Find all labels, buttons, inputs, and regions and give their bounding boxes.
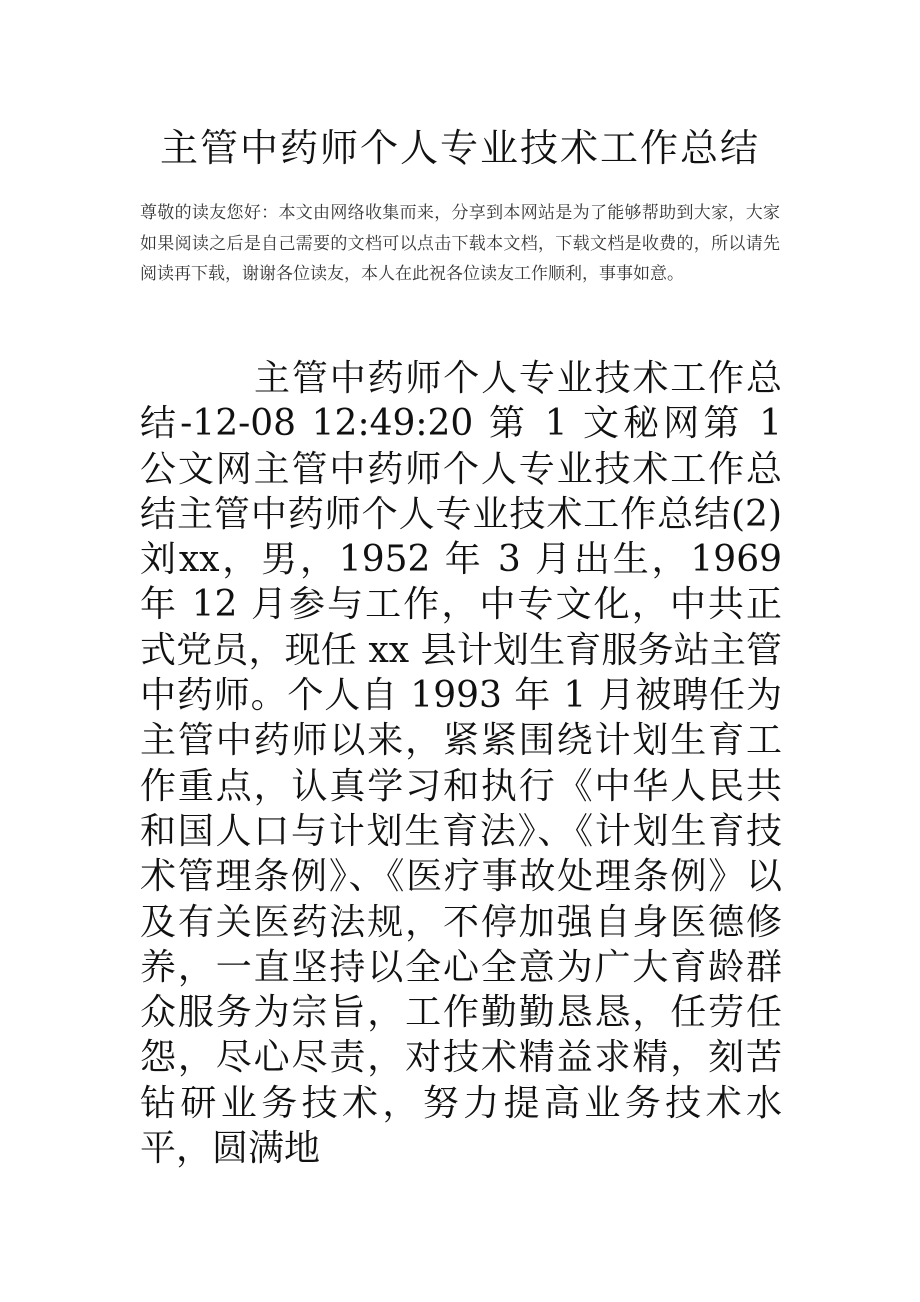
reader-notice: 尊敬的读友您好：本文由网络收集而来，分享到本网站是为了能够帮助到大家，大家如果阅读之后是自己需要的文档可以点击下载本文档，下载文档是收费的，所以请先阅读再下载，谢谢各位读友，本人在此祝各位读友工作顺利，事事如意。 <box>140 203 780 284</box>
document-body: 主管中药师个人专业技术工作总结-12-08 12:49:20 第 1 文秘网第 1 公文网主管中药师个人专业技术工作总结主管中药师个人专业技术工作总结(2)刘xx，男，1952 年 3 月出生，1969 年 12 月参与工作，中专文化，中共正式党员，现任 xx 县计划生育服务站主管中药师。个人自 1993 年 1 月被聘任为主管中药师以来，紧紧围绕计划生育工作重点，认真学习和执行《中华人民共和国人口与计划生育法》、《计划生育技术管理条例》、《医疗事故处理条例》以及有关医药法规，不停加强自身医德修养，一直坚持以全心全意为广大育龄群众服务为宗旨，工作勤勤恳恳，任劳任怨，尽心尽责，对技术精益求精，刻苦钻研业务技术，努力提高业务技术水平，圆满地 <box>140 358 782 1170</box>
document-title: 主管中药师个人专业技术工作总结 <box>159 126 760 170</box>
